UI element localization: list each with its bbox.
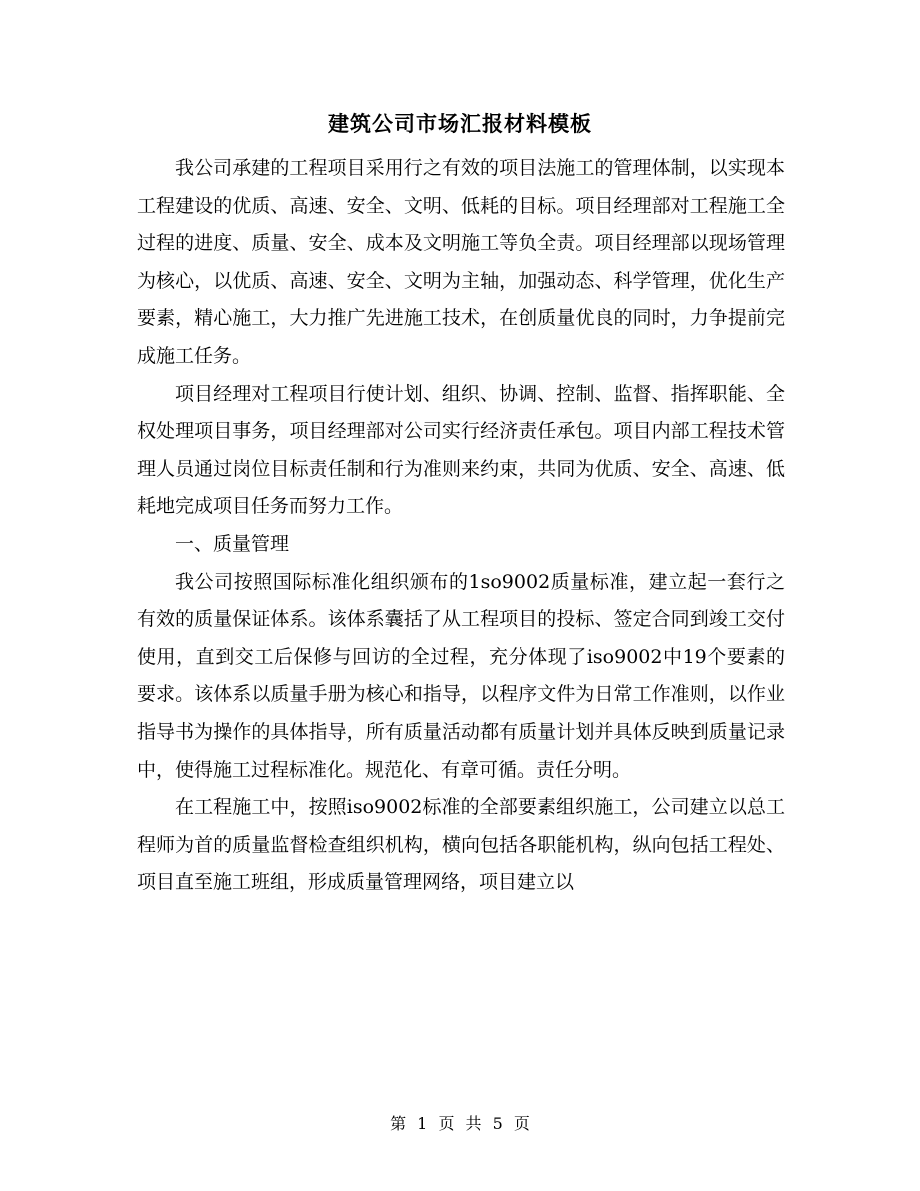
document-title: 建筑公司市场汇报材料模板 [328, 112, 592, 136]
paragraph-1: 我公司承建的工程项目采用行之有效的项目法施工的管理体制，以实现本工程建设的优质、高速、安全、文明、低耗的目标。项目经理部对工程施工全过程的进度、质量、安全、成本及文明施工等负全责。项目经理部以现场管理为核心，以优质、高速、安全、文明为主轴，加强动态、科学管理，优化生产要素，精心施工，大力推广先进施工技术，在创质量优良的同时，力争提前完成施工任务。 [137, 157, 785, 367]
paragraph-3: 我公司按照国际标准化组织颁布的1so9002质量标准，建立起一套行之有效的质量保证体系。该体系囊括了从工程项目的投标、签定合同到竣工交付使用，直到交工后保修与回访的全过程，充分体现了iso9002中19个要素的要求。该体系以质量手册为核心和指导，以程序文件为日常工作准则，以作业指导书为操作的具体指导，所有质量活动都有质量计划并具体反映到质量记录中，使得施工过程标准化。规范化、有章可循。责任分明。 [137, 570, 785, 781]
section-heading-quality: 一、质量管理 [175, 532, 290, 555]
document-body [137, 150, 785, 902]
page-footer: 第 1 页 共 5 页 [390, 1114, 530, 1133]
paragraph-2: 项目经理对工程项目行使计划、组织、协调、控制、监督、指挥职能、全权处理项目事务，项目经理部对公司实行经济责任承包。项目内部工程技术管理人员通过岗位目标责任制和行为准则来约束，共同为优质、安全、高速、低耗地完成项目任务而努力工作。 [137, 382, 785, 518]
paragraph-4: 在工程施工中，按照iso9002标准的全部要素组织施工，公司建立以总工程师为首的质量监督检查组织机构，横向包括各职能机构，纵向包括工程处、项目直至施工班组，形成质量管理网络，项目建立以 [137, 796, 785, 894]
